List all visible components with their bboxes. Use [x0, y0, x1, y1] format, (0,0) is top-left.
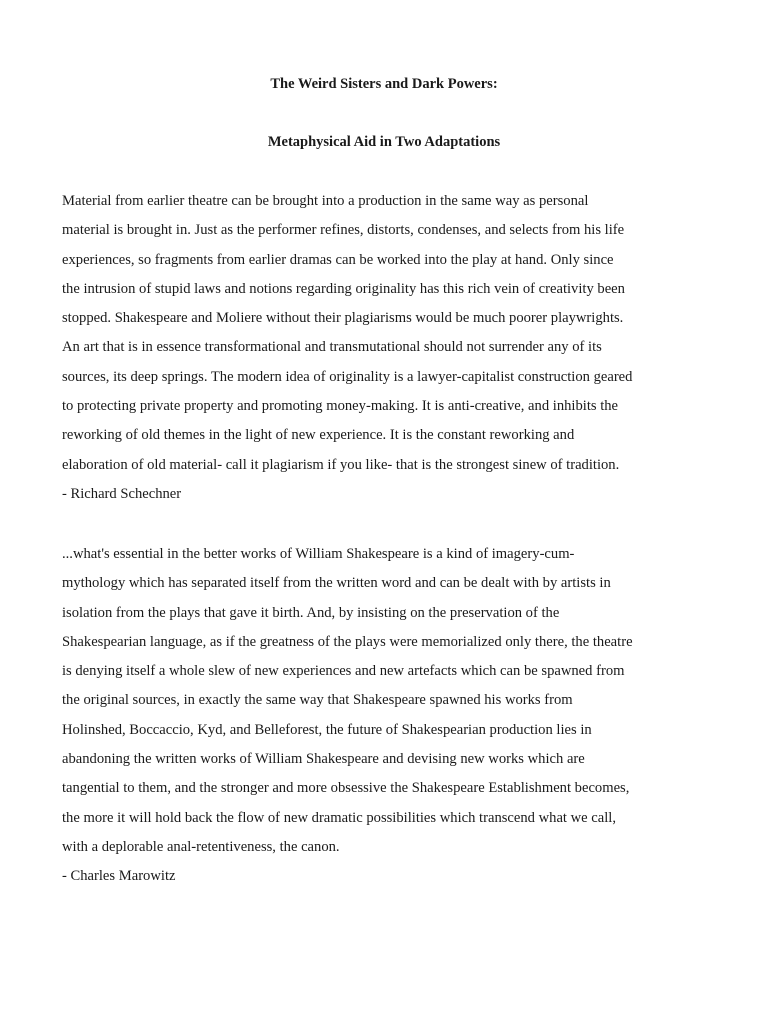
quote-line: is denying itself a whole slew of new experiences and new artefacts which can be spawned from	[62, 663, 625, 680]
quote-line: reworking of old themes in the light of new experience. It is the constant reworking and	[62, 427, 575, 444]
quote-attribution: - Richard Schechner	[62, 485, 182, 502]
quote-line: elaboration of old material- call it plagiarism if you like- that is the strongest sinew of tradition.	[62, 456, 620, 473]
quote-line: the original sources, in exactly the same way that Shakespeare spawned his works from	[62, 692, 573, 709]
quote-line: tangential to them, and the stronger and more obsessive the Shakespeare Establishment becomes,	[62, 780, 630, 797]
quote-line: with a deplorable anal-retentiveness, the canon.	[62, 838, 340, 855]
quote-line: sources, its deep springs. The modern idea of originality is a lawyer-capitalist construction geared	[62, 368, 633, 385]
quote-marowitz	[62, 540, 708, 892]
document-subtitle: Metaphysical Aid in Two Adaptations	[267, 134, 501, 150]
quote-line: Holinshed, Boccaccio, Kyd, and Belleforest, the future of Shakespearian production lies in	[62, 721, 592, 738]
quote-line: to protecting private property and promoting money-making. It is anti-creative, and inhibits the	[62, 398, 619, 415]
quote-line: the intrusion of stupid laws and notions regarding originality has this rich vein of creativity been	[62, 280, 625, 297]
quote-line: the more it will hold back the flow of new dramatic possibilities which transcend what we call,	[62, 809, 617, 826]
quote-line: Shakespearian language, as if the greatness of the plays were memorialized only there, the theatre	[62, 633, 633, 650]
quote-line: material is brought in. Just as the performer refines, distorts, condenses, and selects from his life	[62, 222, 625, 239]
quote-line: isolation from the plays that gave it birth. And, by insisting on the preservation of the	[62, 604, 560, 621]
quote-line: Material from earlier theatre can be brought into a production in the same way as personal	[62, 193, 589, 209]
quote-line: stopped. Shakespeare and Moliere without their plagiarisms would be much poorer playwrights.	[62, 310, 624, 327]
document-title: The Weird Sisters and Dark Powers:	[270, 76, 498, 92]
quote-line: ...what's essential in the better works of William Shakespeare is a kind of imagery-cum-	[62, 546, 575, 562]
quote-line: mythology which has separated itself from the written word and can be dealt with by artists in	[62, 575, 611, 592]
quote-line: An art that is in essence transformational and transmutational should not surrender any of its	[62, 339, 602, 356]
quote-schechner	[62, 187, 708, 509]
quote-line: experiences, so fragments from earlier dramas can be worked into the play at hand. Only since	[62, 251, 614, 268]
quote-attribution: - Charles Marowitz	[62, 868, 176, 885]
quote-line: abandoning the written works of William Shakespeare and devising new works which are	[62, 751, 585, 768]
